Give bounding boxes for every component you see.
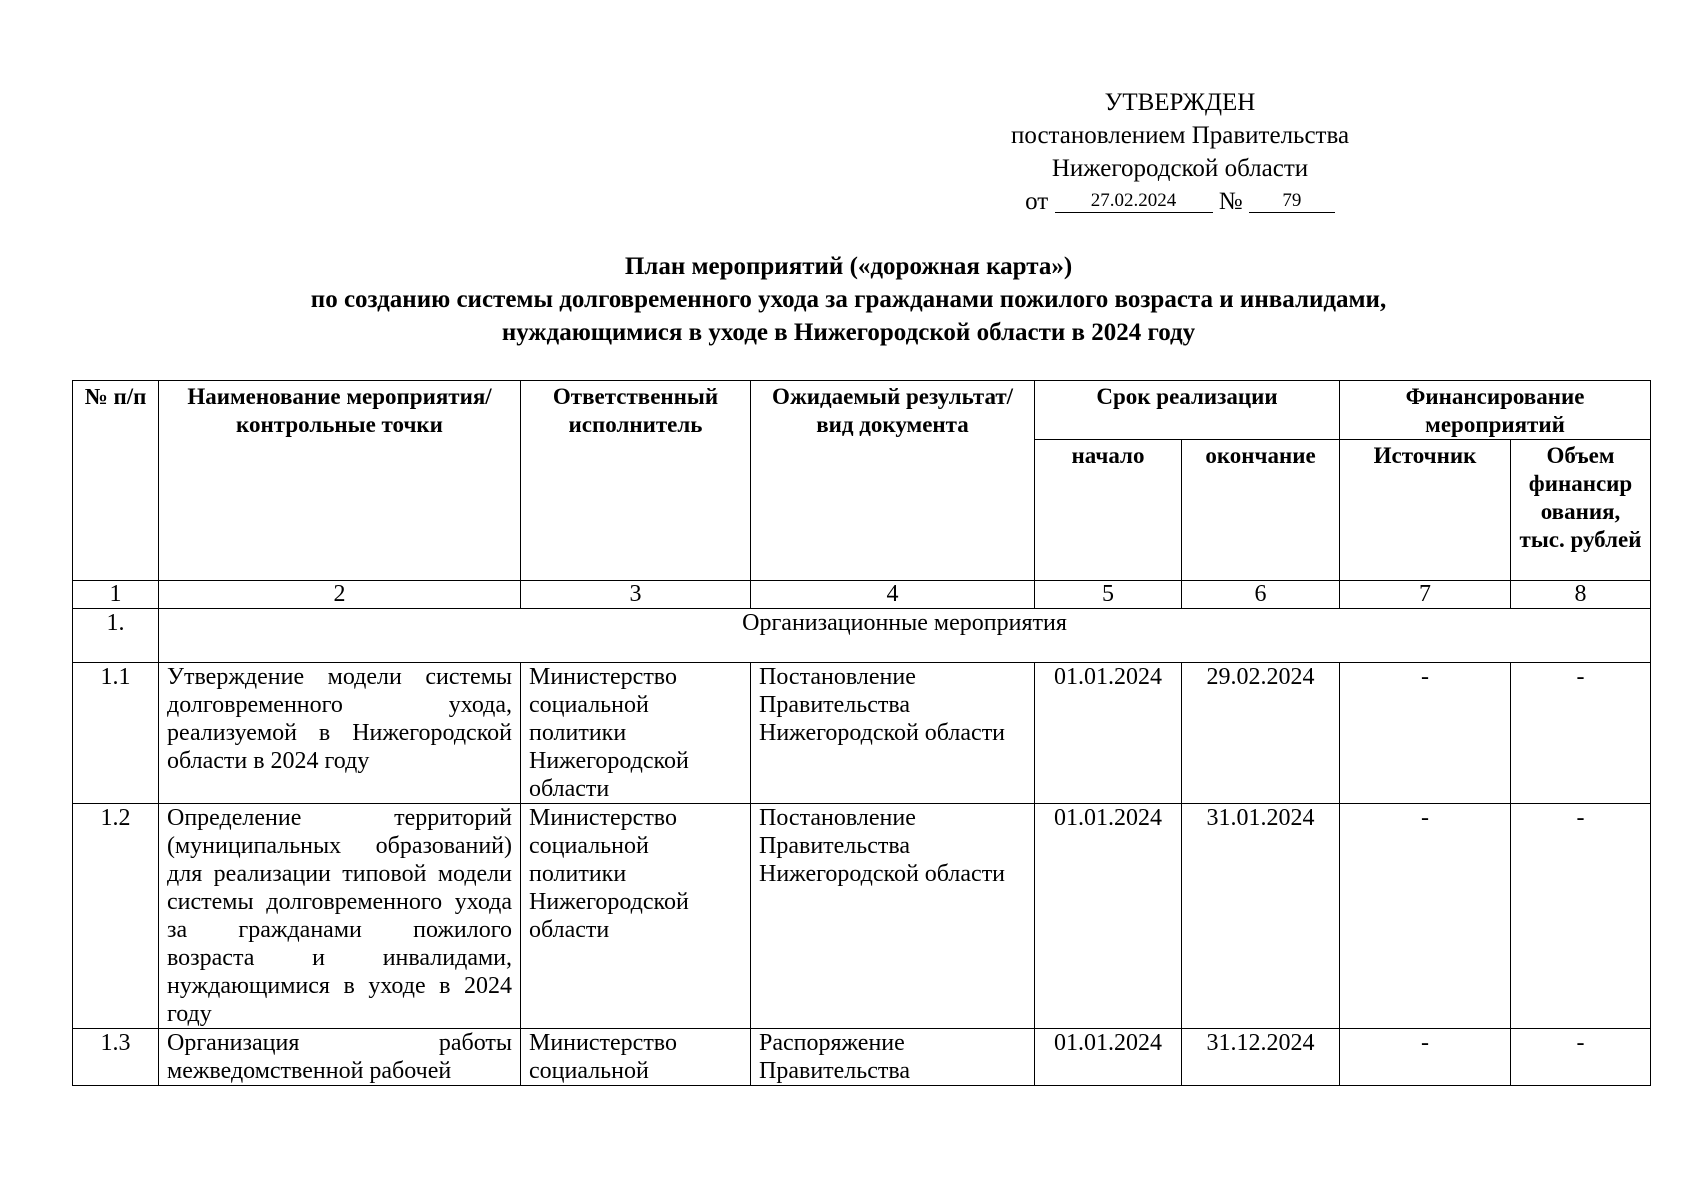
approval-date-line xyxy=(970,185,1390,218)
header-num: № п/п xyxy=(73,381,159,581)
title-line3: нуждающимися в уходе в Нижегородской области в 2024 году xyxy=(501,319,1196,346)
col-number: 2 xyxy=(159,581,521,609)
header-financing: Финансирование мероприятий xyxy=(1340,381,1651,440)
header-start: начало xyxy=(1035,440,1182,581)
row-result: Распоряжение Правительства xyxy=(751,1029,1035,1086)
header-volume: Объем финансир ования, тыс. рублей xyxy=(1511,440,1651,581)
table-row xyxy=(73,663,1651,804)
section-row xyxy=(73,609,1651,663)
header-end: окончание xyxy=(1182,440,1340,581)
title-line2: по созданию системы долговременного ухода за гражданами пожилого возраста и инвалидами, xyxy=(310,286,1387,313)
col-number: 3 xyxy=(521,581,751,609)
approval-heading: УТВЕРЖДЕН xyxy=(1104,89,1256,116)
approval-stamp xyxy=(970,86,1390,218)
row-volume: - xyxy=(1511,1029,1651,1086)
approval-number: 79 xyxy=(1249,190,1335,213)
row-end: 31.01.2024 xyxy=(1182,804,1340,1029)
approval-date: 27.02.2024 xyxy=(1055,190,1213,213)
row-source: - xyxy=(1340,804,1511,1029)
row-num: 1.1 xyxy=(73,663,159,804)
row-responsible: Министерство социальной политики Нижегородской области xyxy=(521,804,751,1029)
date-prefix: от xyxy=(1025,188,1049,215)
row-name: Организация работы межведомственной рабочей xyxy=(159,1029,521,1086)
row-volume: - xyxy=(1511,663,1651,804)
col-number: 4 xyxy=(751,581,1035,609)
section-title: Организационные мероприятия xyxy=(159,609,1651,663)
col-number: 6 xyxy=(1182,581,1340,609)
section-num: 1. xyxy=(73,609,159,663)
row-result: Постановление Правительства Нижегородской области xyxy=(751,663,1035,804)
row-source: - xyxy=(1340,1029,1511,1086)
row-responsible: Министерство социальной политики Нижегородской области xyxy=(521,663,751,804)
row-end: 29.02.2024 xyxy=(1182,663,1340,804)
row-num: 1.3 xyxy=(73,1029,159,1086)
plan-table xyxy=(72,380,1651,1086)
document-title xyxy=(0,250,1697,349)
col-number: 5 xyxy=(1035,581,1182,609)
header-name: Наименование мероприятия/ контрольные точки xyxy=(159,381,521,581)
number-prefix: № xyxy=(1218,188,1243,215)
header-responsible: Ответственный исполнитель xyxy=(521,381,751,581)
col-number: 7 xyxy=(1340,581,1511,609)
row-name: Утверждение модели системы долговременного ухода, реализуемой в Нижегородской области в 2024 году xyxy=(159,663,521,804)
col-number: 8 xyxy=(1511,581,1651,609)
approval-line2: Нижегородской области xyxy=(1051,155,1309,182)
row-source: - xyxy=(1340,663,1511,804)
header-result: Ожидаемый результат/вид документа xyxy=(751,381,1035,581)
row-result: Постановление Правительства Нижегородской области xyxy=(751,804,1035,1029)
column-number-row xyxy=(73,581,1651,609)
table-row xyxy=(73,804,1651,1029)
table-row xyxy=(73,1029,1651,1086)
col-number: 1 xyxy=(73,581,159,609)
row-start: 01.01.2024 xyxy=(1035,804,1182,1029)
row-name: Определение территорий (муниципальных образований) для реализации типовой модели системы долговременного ухода за гражданами пожилого возраста и инвалидами, нуждающимися в уходе в 2024 году xyxy=(159,804,521,1029)
row-responsible: Министерство социальной xyxy=(521,1029,751,1086)
row-start: 01.01.2024 xyxy=(1035,1029,1182,1086)
title-line1: План мероприятий («дорожная карта») xyxy=(624,253,1073,280)
row-volume: - xyxy=(1511,804,1651,1029)
header-source: Источник xyxy=(1340,440,1511,581)
row-start: 01.01.2024 xyxy=(1035,663,1182,804)
row-end: 31.12.2024 xyxy=(1182,1029,1340,1086)
header-term: Срок реализации xyxy=(1035,381,1340,440)
row-num: 1.2 xyxy=(73,804,159,1029)
approval-line1: постановлением Правительства xyxy=(1010,122,1350,149)
